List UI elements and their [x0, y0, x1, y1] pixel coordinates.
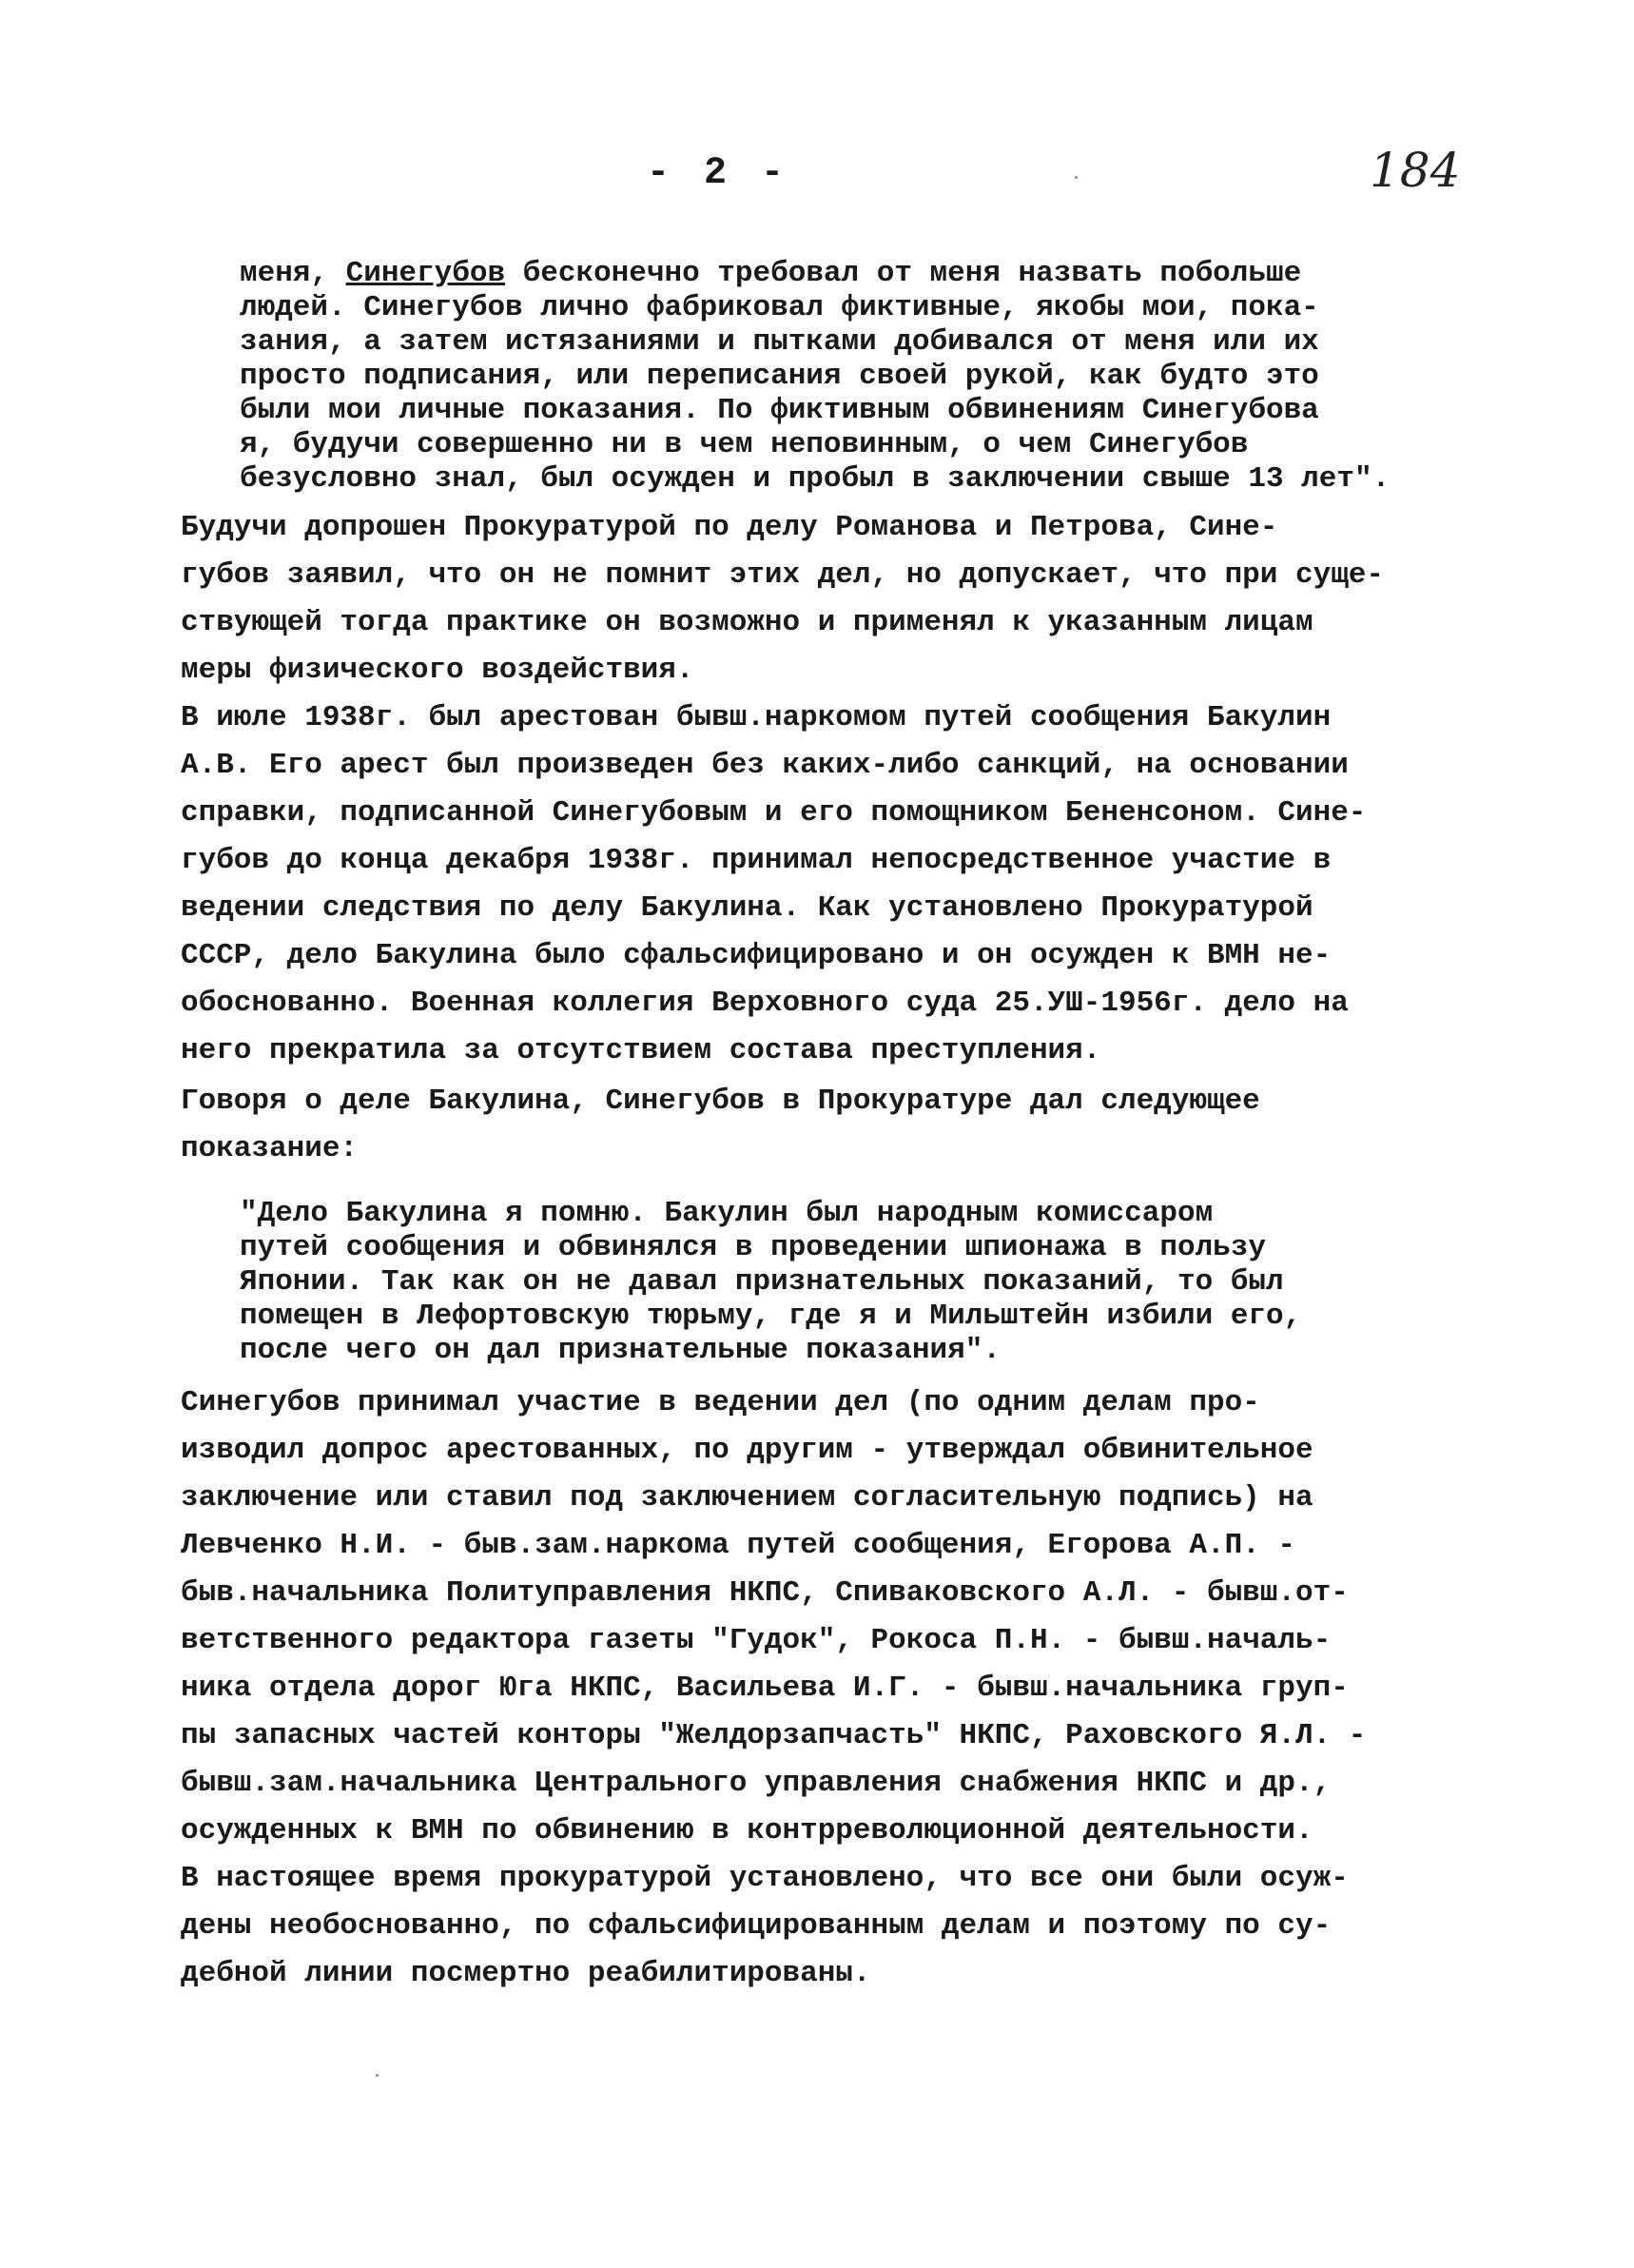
scan-speck	[1075, 176, 1078, 179]
text-line: Будучи допрошен Прокуратурой по делу Романова и Петрова, Сине-	[181, 511, 1278, 544]
text-line: пы запасных частей конторы "Желдорзапчасть" НКПС, Раховского Я.Л. -	[181, 1719, 1367, 1752]
testimony-quote-2	[240, 1197, 1476, 1368]
text-line: дебной линии посмертно реабилитированы.	[181, 1957, 871, 1990]
text-line: ведении следствия по делу Бакулина. Как установлено Прокуратурой	[181, 891, 1313, 925]
text-line: В настоящее время прокуратурой установлено, что все они были осуж-	[181, 1862, 1349, 1895]
text-line: бывш.зам.начальника Центрального управления снабжения НКПС и др.,	[181, 1767, 1332, 1800]
text-line: ствующей тогда практике он возможно и применял к указанным лицам	[181, 606, 1313, 639]
paragraph-bakulin-arrest	[181, 694, 1493, 1075]
text-line: А.В. Его арест был произведен без каких-либо санкций, на основании	[181, 749, 1349, 782]
text-line: показание:	[181, 1132, 359, 1165]
scan-speck	[376, 2074, 379, 2077]
paragraph-testimony-intro	[181, 1078, 1493, 1173]
text-line: дены необоснованно, по сфальсифицированным делам и поэтому по су-	[181, 1909, 1332, 1943]
quote-line: после чего он дал признательные показания".	[240, 1334, 1001, 1367]
text-line: ника отдела дорог Юга НКПС, Васильева И.Г. - бывш.начальника груп-	[181, 1672, 1349, 1705]
quote-line: были мои личные показания. По фиктивным обвинениям Синегубова	[240, 394, 1319, 427]
testimony-quote-1	[240, 257, 1476, 497]
text-line: заключение или ставил под заключением согласительную подпись) на	[181, 1481, 1313, 1515]
text-line: ветственного редактора газеты "Гудок", Рокоса П.Н. - бывш.началь-	[181, 1624, 1332, 1657]
quote-line: "Дело Бакулина я помню. Бакулин был народным комиссаром	[240, 1197, 1214, 1230]
quote-line: путей сообщения и обвинялся в проведении шпионажа в пользу	[240, 1231, 1266, 1264]
text-line: обоснованно. Военная коллегия Верховного суда 25.УШ-1956г. дело на	[181, 987, 1349, 1020]
text-line: справки, подписанной Синегубовым и его помощником Бененсоном. Сине-	[181, 796, 1367, 830]
text-line: Синегубов принимал участие в ведении дел (по одним делам про-	[181, 1386, 1260, 1419]
text-line: Левченко Н.И. - быв.зам.наркома путей сообщения, Егорова А.П. -	[181, 1529, 1295, 1562]
quote-line: Японии. Так как он не давал признательных показаний, то был	[240, 1265, 1284, 1299]
quote-line: безусловно знал, был осужден и пробыл в заключении свыше 13 лет".	[240, 462, 1391, 496]
text-line: губов заявил, что он не помнит этих дел, но допускает, что при суще-	[181, 558, 1385, 592]
text-line: Говоря о деле Бакулина, Синегубов в Прокуратуре дал следующее	[181, 1085, 1260, 1118]
underlined-name: Синегубов	[345, 257, 506, 290]
text-line: В июле 1938г. был арестован бывш.наркомом путей сообщения Бакулин	[181, 701, 1332, 734]
paragraph-cases-list	[181, 1379, 1493, 1998]
text-line: меры физического воздействия.	[181, 654, 694, 687]
page-number: - 2 -	[647, 152, 790, 195]
quote-line: меня, Синегубов бесконечно требовал от меня назвать побольше	[240, 257, 1302, 290]
quote-line: помещен в Лефортовскую тюрьму, где я и Мильштейн избили его,	[240, 1300, 1302, 1333]
quote-line: просто подписания, или переписания своей рукой, как будто это	[240, 360, 1319, 393]
quote-line: зания, а затем истязаниями и пытками добивался от меня или их	[240, 325, 1319, 359]
text-line: него прекратила за отсутствием состава преступления.	[181, 1034, 1101, 1067]
paragraph-interrogation	[181, 504, 1493, 694]
quote-line: я, будучи совершенно ни в чем неповинным, о чем Синегубов	[240, 428, 1249, 461]
text-line: СССР, дело Бакулина было сфальсифицировано и он осужден к ВМН не-	[181, 939, 1332, 972]
quote-line: людей. Синегубов лично фабриковал фиктивные, якобы мои, пока-	[240, 291, 1319, 324]
text-line: изводил допрос арестованных, по другим - утверждал обвинительное	[181, 1434, 1313, 1467]
text-line: быв.начальника Политуправления НКПС, Спиваковского А.Л. - бывш.от-	[181, 1576, 1349, 1610]
text-line: губов до конца декабря 1938г. принимал непосредственное участие в	[181, 844, 1332, 877]
handwritten-folio-number: 184	[1370, 143, 1461, 198]
text-line: осужденных к ВМН по обвинению в контрреволюционной деятельности.	[181, 1814, 1313, 1848]
